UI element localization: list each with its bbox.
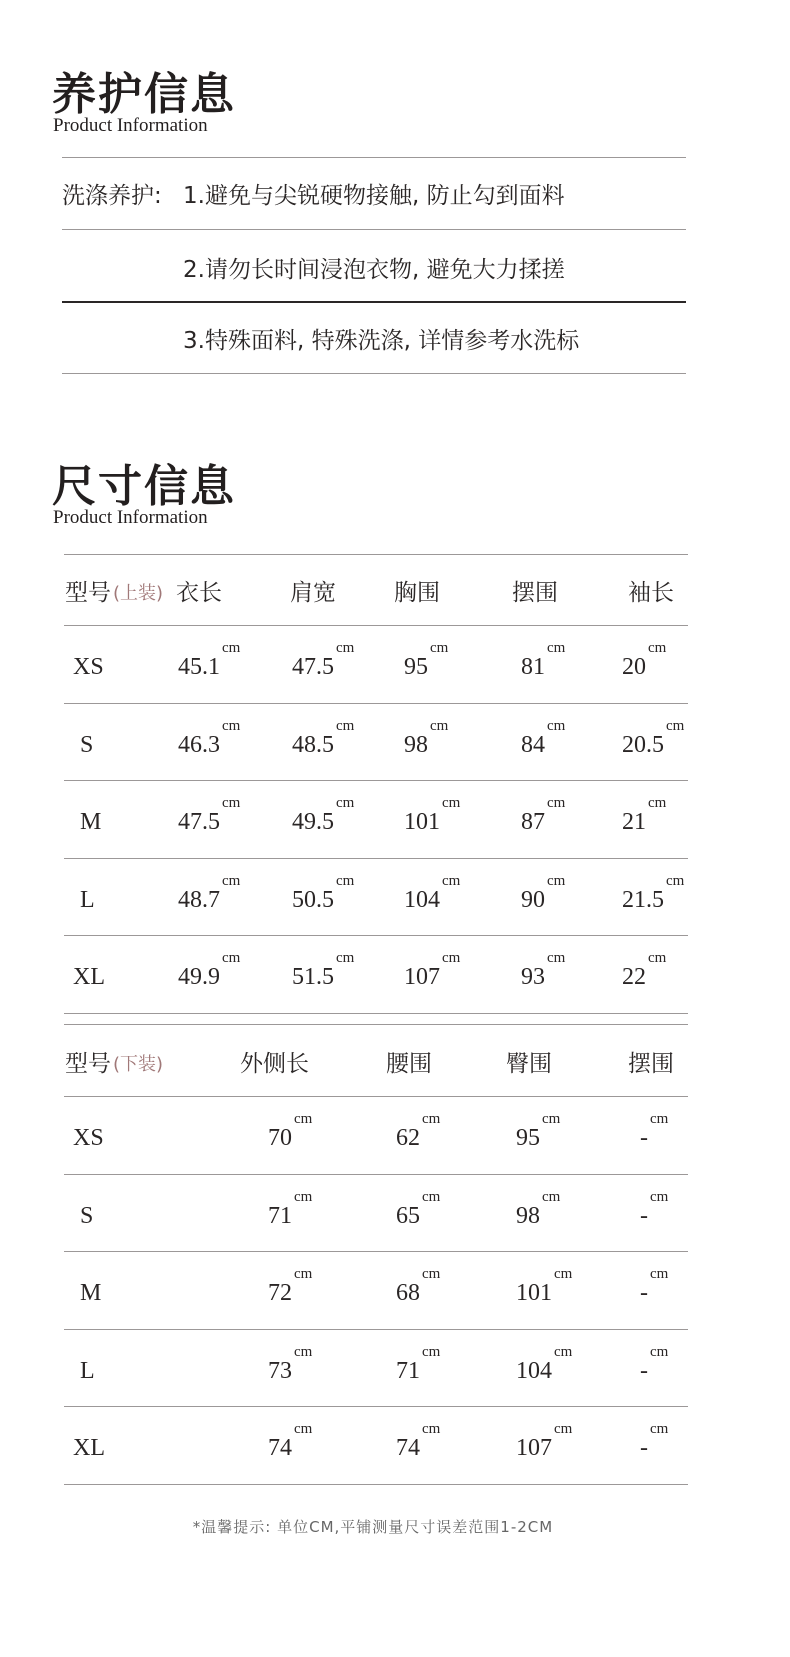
table-divider bbox=[64, 1024, 688, 1025]
measurement-value: 45.1 bbox=[178, 654, 220, 680]
table-divider bbox=[64, 703, 688, 704]
model-header: 型号 bbox=[65, 580, 111, 606]
measurement-cell bbox=[268, 1111, 313, 1152]
size-label: XS bbox=[73, 654, 104, 680]
size-label: M bbox=[80, 1280, 102, 1307]
unit-label: cm bbox=[430, 640, 449, 656]
measurement-cell bbox=[521, 872, 566, 914]
measurement-cell bbox=[178, 950, 241, 991]
unit-label: cm bbox=[442, 950, 461, 967]
measurement-cell bbox=[640, 1343, 669, 1385]
measurement-value: 98 bbox=[404, 731, 428, 758]
measurement-value: 74 bbox=[396, 1435, 420, 1462]
unit-label: cm bbox=[547, 717, 566, 734]
unit-label: cm bbox=[336, 950, 355, 967]
size-label: L bbox=[80, 886, 95, 913]
divider bbox=[62, 373, 686, 374]
measurement-value: 95 bbox=[516, 1125, 540, 1151]
measurement-cell bbox=[396, 1421, 441, 1462]
measurement-cell bbox=[622, 717, 685, 759]
table-divider bbox=[64, 1406, 688, 1407]
measurement-value: 51.5 bbox=[292, 964, 334, 991]
unit-label: cm bbox=[222, 872, 241, 889]
measurement-cell bbox=[268, 1421, 313, 1462]
measurement-cell bbox=[396, 1343, 441, 1385]
measurement-value: 71 bbox=[268, 1202, 292, 1229]
measurement-value: 93 bbox=[521, 964, 545, 991]
unit-label: cm bbox=[422, 1266, 441, 1283]
table-divider bbox=[64, 1013, 688, 1014]
column-header: 臀围 bbox=[506, 1051, 552, 1077]
unit-label: cm bbox=[222, 717, 241, 734]
unit-label: cm bbox=[648, 950, 667, 967]
measurement-value: 22 bbox=[622, 964, 646, 991]
measurement-value: 50.5 bbox=[292, 886, 334, 913]
column-header: 摆围 bbox=[512, 580, 558, 606]
measurement-value: 98 bbox=[516, 1202, 540, 1229]
table-divider bbox=[64, 780, 688, 781]
measurement-cell bbox=[178, 872, 241, 914]
measurement-cell bbox=[521, 717, 566, 759]
unit-label: cm bbox=[650, 1266, 669, 1283]
size-label: XL bbox=[73, 964, 105, 991]
unit-label: cm bbox=[294, 1343, 313, 1360]
unit-label: cm bbox=[650, 1421, 669, 1438]
measurement-value: 46.3 bbox=[178, 731, 220, 758]
measurement-cell bbox=[640, 1111, 669, 1152]
table-divider bbox=[64, 1174, 688, 1175]
measurement-value: 20.5 bbox=[622, 731, 664, 758]
measurement-value: - bbox=[640, 1280, 648, 1307]
unit-label: cm bbox=[336, 640, 355, 656]
table-divider bbox=[64, 625, 688, 626]
care-item-1: 1.避免与尖锐硬物接触, 防止勾到面料 bbox=[183, 183, 565, 209]
measurement-value: 104 bbox=[516, 1357, 552, 1384]
measurement-cell bbox=[516, 1343, 573, 1385]
care-item-3: 3.特殊面料, 特殊洗涤, 详情参考水洗标 bbox=[183, 328, 580, 354]
measurement-cell bbox=[521, 795, 566, 836]
unit-label: cm bbox=[422, 1421, 441, 1438]
unit-label: cm bbox=[294, 1188, 313, 1205]
measurement-value: 65 bbox=[396, 1202, 420, 1229]
measurement-value: 107 bbox=[404, 964, 440, 991]
measurement-cell bbox=[292, 717, 355, 759]
table-divider bbox=[64, 1329, 688, 1330]
measurement-value: 74 bbox=[268, 1435, 292, 1462]
size-label: L bbox=[80, 1357, 95, 1384]
unit-label: cm bbox=[430, 717, 449, 734]
measurement-cell bbox=[178, 795, 241, 836]
measurement-value: 90 bbox=[521, 886, 545, 913]
column-header: 衣长 bbox=[176, 580, 222, 606]
unit-label: cm bbox=[648, 795, 667, 812]
unit-label: cm bbox=[294, 1111, 313, 1127]
table-divider bbox=[64, 1251, 688, 1252]
measurement-value: 21.5 bbox=[622, 886, 664, 913]
measurement-cell bbox=[622, 872, 685, 914]
unit-label: cm bbox=[336, 872, 355, 889]
measurement-cell bbox=[404, 640, 449, 681]
unit-label: cm bbox=[554, 1343, 573, 1360]
measurement-cell bbox=[404, 795, 461, 836]
size-label: S bbox=[80, 731, 94, 758]
unit-label: cm bbox=[542, 1111, 561, 1127]
measurement-cell bbox=[521, 640, 566, 681]
unit-label: cm bbox=[554, 1421, 573, 1438]
measurement-value: 49.5 bbox=[292, 809, 334, 836]
unit-label: cm bbox=[294, 1421, 313, 1438]
unit-label: cm bbox=[650, 1343, 669, 1360]
unit-label: cm bbox=[422, 1343, 441, 1360]
column-header: 肩宽 bbox=[290, 580, 336, 606]
care-item-2: 2.请勿长时间浸泡衣物, 避免大力揉搓 bbox=[183, 257, 565, 283]
measurement-value: 47.5 bbox=[292, 654, 334, 680]
measurement-value: 48.7 bbox=[178, 886, 220, 913]
measurement-cell bbox=[178, 640, 241, 681]
measurement-value: 104 bbox=[404, 886, 440, 913]
table-divider bbox=[64, 935, 688, 936]
measurement-cell bbox=[516, 1188, 561, 1230]
measurement-cell bbox=[404, 717, 449, 759]
size-label: M bbox=[80, 809, 102, 836]
column-header: 外侧长 bbox=[240, 1051, 309, 1077]
unit-label: cm bbox=[442, 872, 461, 889]
measurement-cell bbox=[292, 795, 355, 836]
measurement-value: 107 bbox=[516, 1435, 552, 1462]
unit-label: cm bbox=[547, 640, 566, 656]
measurement-value: - bbox=[640, 1357, 648, 1384]
unit-label: cm bbox=[650, 1188, 669, 1205]
unit-label: cm bbox=[554, 1266, 573, 1283]
measurement-cell bbox=[640, 1266, 669, 1307]
unit-label: cm bbox=[547, 872, 566, 889]
measurement-cell bbox=[292, 640, 355, 681]
unit-label: cm bbox=[336, 795, 355, 812]
measurement-cell bbox=[516, 1421, 573, 1462]
unit-label: cm bbox=[442, 795, 461, 812]
measurement-value: - bbox=[640, 1125, 648, 1151]
measurement-value: 49.9 bbox=[178, 964, 220, 991]
measurement-value: 70 bbox=[268, 1125, 292, 1151]
model-header: 型号 bbox=[65, 1051, 111, 1077]
measurement-cell bbox=[521, 950, 566, 991]
measurement-cell bbox=[640, 1421, 669, 1462]
model-sub-header: (上装) bbox=[113, 583, 164, 604]
measurement-cell bbox=[516, 1266, 573, 1307]
measurement-cell bbox=[178, 717, 241, 759]
footnote: *温馨提示: 单位CM,平铺测量尺寸误差范围1-2CM bbox=[192, 1518, 554, 1536]
measurement-value: - bbox=[640, 1202, 648, 1229]
measurement-cell bbox=[404, 950, 461, 991]
unit-label: cm bbox=[222, 795, 241, 812]
unit-label: cm bbox=[422, 1111, 441, 1127]
care-title: 养护信息 bbox=[52, 69, 236, 120]
measurement-value: 47.5 bbox=[178, 809, 220, 836]
measurement-cell bbox=[396, 1266, 441, 1307]
unit-label: cm bbox=[422, 1188, 441, 1205]
column-header: 腰围 bbox=[386, 1051, 432, 1077]
measurement-value: 101 bbox=[516, 1280, 552, 1307]
measurement-cell bbox=[622, 795, 667, 836]
measurement-cell bbox=[268, 1266, 313, 1307]
measurement-cell bbox=[516, 1111, 561, 1152]
measurement-value: 48.5 bbox=[292, 731, 334, 758]
column-header: 胸围 bbox=[394, 580, 440, 606]
table-divider bbox=[64, 1096, 688, 1097]
size-label: XS bbox=[73, 1125, 104, 1151]
measurement-cell bbox=[640, 1188, 669, 1230]
column-header: 摆围 bbox=[628, 1051, 674, 1077]
size-title: 尺寸信息 bbox=[52, 461, 236, 512]
unit-label: cm bbox=[666, 717, 685, 734]
measurement-cell bbox=[268, 1188, 313, 1230]
measurement-cell bbox=[404, 872, 461, 914]
table-divider bbox=[64, 554, 688, 555]
divider bbox=[62, 157, 686, 158]
unit-label: cm bbox=[222, 950, 241, 967]
unit-label: cm bbox=[547, 950, 566, 967]
table-divider bbox=[64, 858, 688, 859]
unit-label: cm bbox=[648, 640, 667, 656]
measurement-value: 95 bbox=[404, 654, 428, 680]
unit-label: cm bbox=[222, 640, 241, 656]
measurement-value: - bbox=[640, 1435, 648, 1462]
size-label: S bbox=[80, 1202, 94, 1229]
divider bbox=[62, 229, 686, 230]
measurement-cell bbox=[292, 872, 355, 914]
measurement-cell bbox=[396, 1188, 441, 1230]
unit-label: cm bbox=[336, 717, 355, 734]
care-label: 洗涤养护: bbox=[62, 183, 162, 209]
measurement-cell bbox=[622, 640, 667, 681]
unit-label: cm bbox=[666, 872, 685, 889]
unit-label: cm bbox=[547, 795, 566, 812]
table-divider bbox=[64, 1484, 688, 1485]
column-header: 袖长 bbox=[628, 580, 674, 606]
care-subtitle: Product Information bbox=[53, 115, 208, 136]
unit-label: cm bbox=[650, 1111, 669, 1127]
measurement-value: 73 bbox=[268, 1357, 292, 1384]
measurement-cell bbox=[268, 1343, 313, 1385]
size-subtitle: Product Information bbox=[53, 507, 208, 528]
measurement-value: 71 bbox=[396, 1357, 420, 1384]
size-label: XL bbox=[73, 1435, 105, 1462]
measurement-cell bbox=[396, 1111, 441, 1152]
unit-label: cm bbox=[294, 1266, 313, 1283]
measurement-value: 62 bbox=[396, 1125, 420, 1151]
model-sub-header: (下装) bbox=[113, 1054, 164, 1075]
measurement-cell bbox=[622, 950, 667, 991]
measurement-value: 87 bbox=[521, 809, 545, 836]
measurement-value: 21 bbox=[622, 809, 646, 836]
measurement-value: 101 bbox=[404, 809, 440, 836]
unit-label: cm bbox=[542, 1188, 561, 1205]
measurement-value: 84 bbox=[521, 731, 545, 758]
measurement-value: 72 bbox=[268, 1280, 292, 1307]
measurement-cell bbox=[292, 950, 355, 991]
measurement-value: 20 bbox=[622, 654, 646, 680]
divider-dark bbox=[62, 301, 686, 303]
measurement-value: 68 bbox=[396, 1280, 420, 1307]
measurement-value: 81 bbox=[521, 654, 545, 680]
